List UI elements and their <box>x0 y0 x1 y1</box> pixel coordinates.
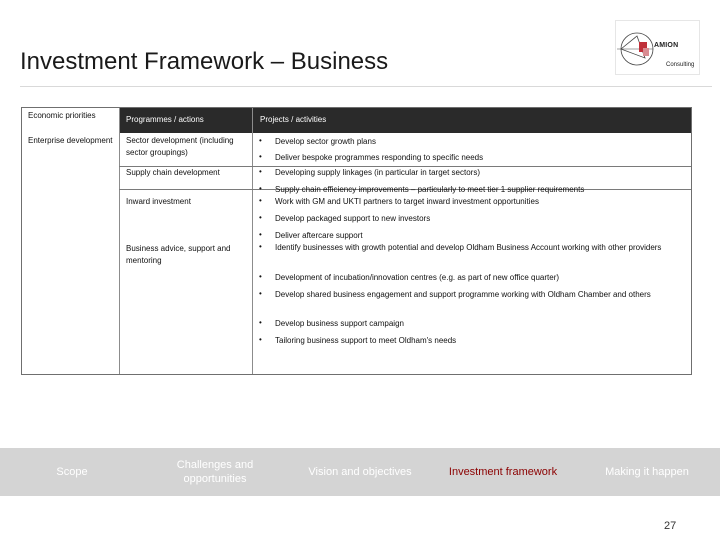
activity-item: Deliver aftercare support <box>275 231 363 240</box>
page-number: 27 <box>664 520 677 532</box>
activity-item: Develop packaged support to new investors <box>275 214 431 223</box>
programme-sector-development: Sector development (including sector groupings) <box>126 136 234 157</box>
programme-inward-investment: Inward investment <box>126 197 191 206</box>
activity-item: Develop shared business engagement and support programme working with Oldham Chamber and others <box>275 290 651 299</box>
activity-item: Supply chain efficiency improvements – particularly to meet tier 1 supplier requirements <box>275 185 585 194</box>
section-navigation-bar <box>0 448 720 496</box>
activity-item: Work with GM and UKTI partners to target inward investment opportunities <box>275 197 539 206</box>
bullet: • <box>259 184 262 193</box>
activity-item: Develop business support campaign <box>275 319 404 328</box>
column-divider <box>119 108 120 374</box>
nav-item-making-it-happen[interactable]: Making it happen <box>605 466 689 478</box>
nav-item-investment-framework[interactable]: Investment framework <box>448 466 558 478</box>
slide-title: Investment Framework – Business <box>20 48 389 75</box>
economic-priorities-heading: Economic priorities <box>28 111 96 120</box>
logo-mark-icon <box>615 28 655 70</box>
nav-item-scope[interactable]: Scope <box>56 466 88 478</box>
bullet: • <box>259 272 262 281</box>
bullet: • <box>259 152 262 161</box>
programme-supply-chain: Supply chain development <box>126 168 220 177</box>
title-divider <box>20 86 712 87</box>
bullet: • <box>259 242 262 251</box>
programmes-column-header: Programmes / actions <box>126 115 204 124</box>
enterprise-development-label: Enterprise development <box>28 136 113 145</box>
activity-item: Development of incubation/innovation centres (e.g. as part of new office quarter) <box>275 273 560 282</box>
projects-column-header: Projects / activities <box>260 115 327 124</box>
activity-item: Deliver bespoke programmes responding to specific needs <box>275 153 484 162</box>
activity-item: Developing supply linkages (in particular in target sectors) <box>275 168 480 177</box>
bullet: • <box>259 196 262 205</box>
activity-item: Develop sector growth plans <box>275 137 376 146</box>
logo-name: AMION <box>654 42 679 49</box>
bullet: • <box>259 213 262 222</box>
nav-item-vision-and-objectives[interactable]: Vision and objectives <box>308 466 412 478</box>
activity-item: Identify businesses with growth potential and develop Oldham Business Account working with other providers <box>275 243 662 252</box>
company-logo <box>612 20 706 80</box>
bullet: • <box>259 335 262 344</box>
framework-table <box>21 107 692 375</box>
bullet: • <box>259 230 262 239</box>
programme-business-advice: Business advice, support and mentoring <box>126 244 231 265</box>
nav-item-challenges-and-opportunities[interactable]: Challenges and opportunities <box>176 459 254 485</box>
activity-item: Tailoring business support to meet Oldham's needs <box>275 336 457 345</box>
table-header-band <box>119 108 691 133</box>
bullet: • <box>259 289 262 298</box>
logo-subtitle: Consulting <box>666 62 695 68</box>
bullet: • <box>259 318 262 327</box>
bullet: • <box>259 136 262 145</box>
bullet: • <box>259 167 262 176</box>
